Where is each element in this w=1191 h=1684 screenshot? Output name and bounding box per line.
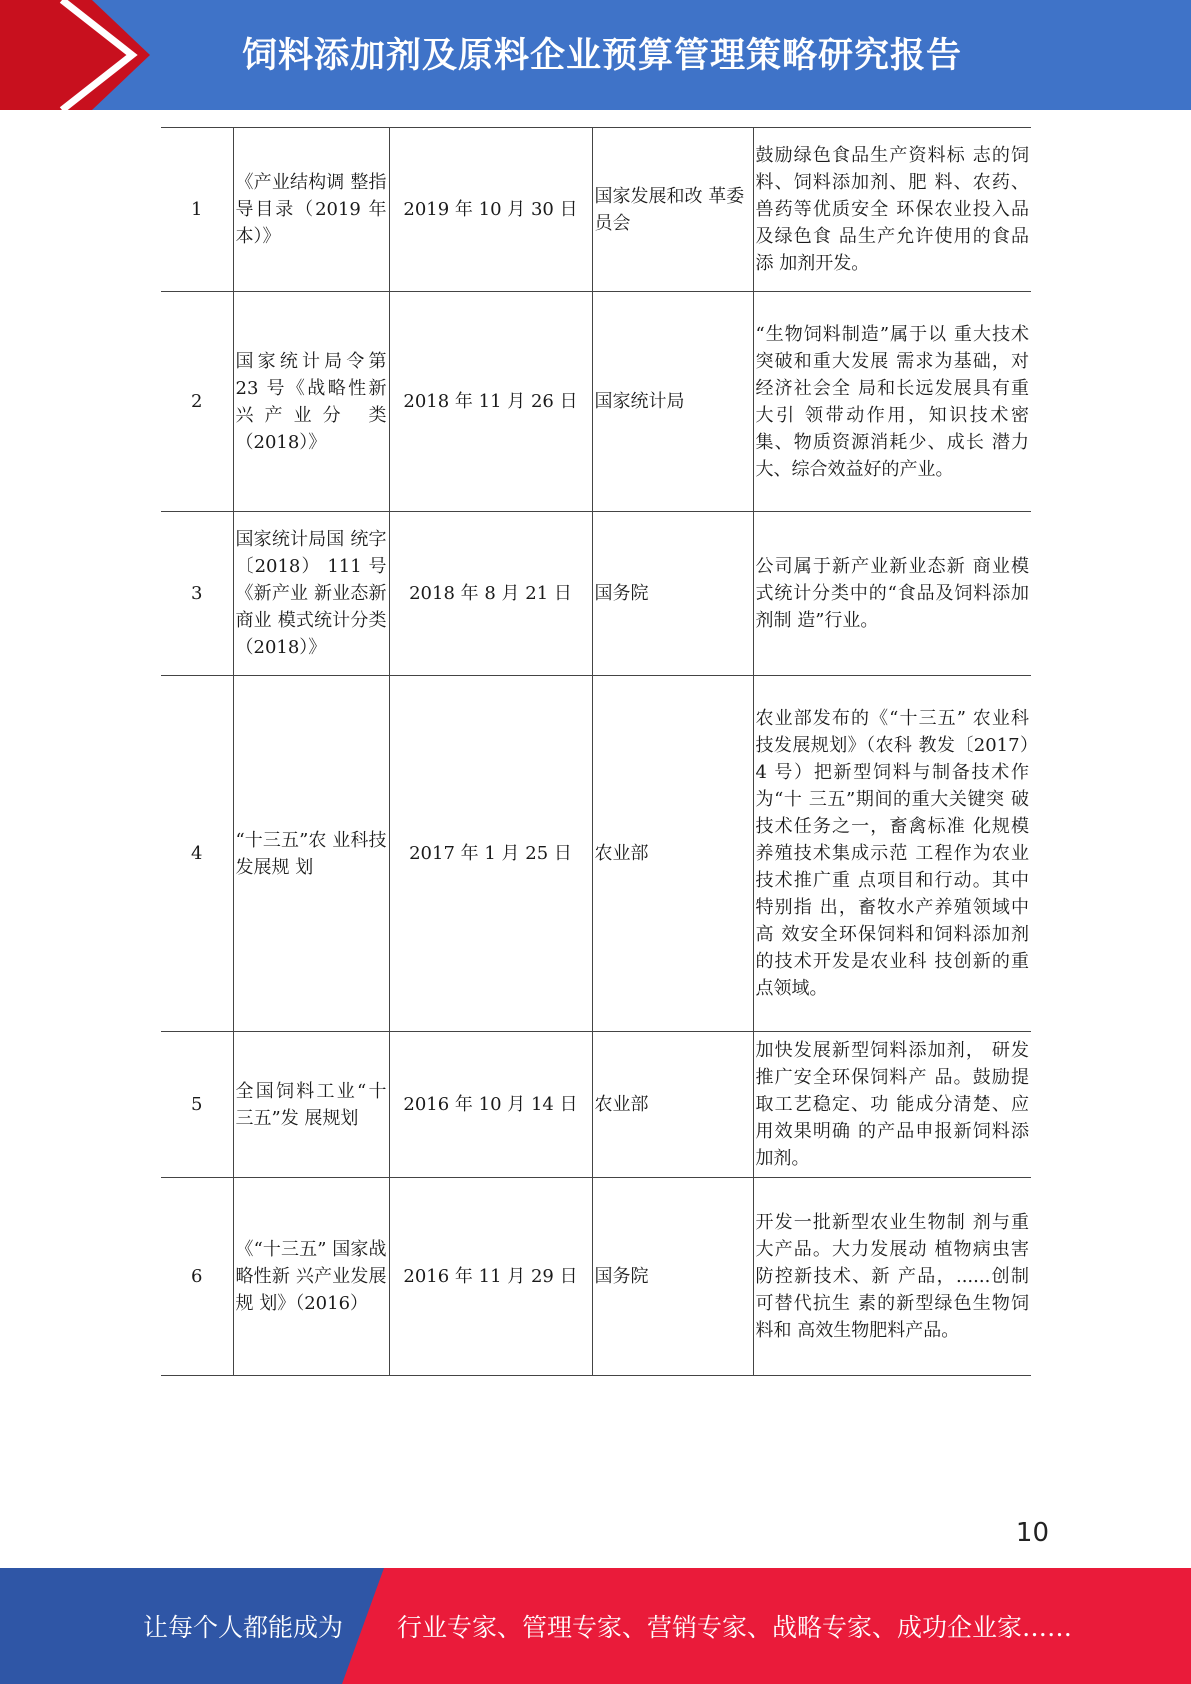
row-number: 3: [161, 512, 233, 676]
policy-content: 公司属于新产业新业态新 商业模式统计分类中的“食品及饲料添加剂制 造”行业。: [753, 512, 1031, 676]
policy-title: 全国饲料工业“十三五”发 展规划: [233, 1032, 389, 1178]
policy-title: 国家统计局国 统字〔2018） 111 号《新产业 新业态新商业 模式统计分类（2018）》: [233, 512, 389, 676]
issuing-authority: 农业部: [592, 1032, 753, 1178]
table-row: [161, 1032, 1031, 1178]
page-footer: [0, 1568, 1191, 1684]
policy-content: 农业部发布的《“十三五” 农业科技发展规划》（农科 教发〔2017）4 号）把新型饲料与制备技术作为“十 三五”期间的重大关键突 破技术任务之一，畜禽标准 化规模养殖技术集成示范 工程作为农业技术推广重 点项目和行动。其中特别指 出，畜牧水产养殖领域中高 效安全环保饲料和饲料添加剂的技术开发是农业科 技创新的重点领域。: [753, 676, 1031, 1032]
issue-date: 2018 年 11 月 26 日: [389, 292, 592, 512]
policy-content: 鼓励绿色食品生产资料标 志的饲料、饲料添加剂、肥 料、农药、兽药等优质安全 环保农业投入品及绿色食 品生产允许使用的食品添 加剂开发。: [753, 128, 1031, 292]
issue-date: 2018 年 8 月 21 日: [389, 512, 592, 676]
policy-content: 加快发展新型饲料添加剂， 研发推广安全环保饲料产 品。鼓励提取工艺稳定、功 能成分清楚、应用效果明确 的产品申报新饲料添加剂。: [753, 1032, 1031, 1178]
policy-title: 国家统计局令第 23 号《战略性新兴产业分 类（2018）》: [233, 292, 389, 512]
row-number: 4: [161, 676, 233, 1032]
footer-slogan-left: 让每个人都能成为: [143, 1613, 344, 1642]
table-row: [161, 128, 1031, 292]
issuing-authority: 国家统计局: [592, 292, 753, 512]
page-header: [0, 0, 1191, 110]
table-row: [161, 676, 1031, 1032]
issue-date: 2019 年 10 月 30 日: [389, 128, 592, 292]
policy-content: 开发一批新型农业生物制 剂与重大产品。大力发展动 植物病虫害防控新技术、新 产品，......创制可替代抗生 素的新型绿色生物饲料和 高效生物肥料产品。: [753, 1178, 1031, 1376]
policy-title: 《产业结构调 整指导目录（2019 年本）》: [233, 128, 389, 292]
row-number: 6: [161, 1178, 233, 1376]
policy-table: [161, 127, 1031, 1376]
row-number: 5: [161, 1032, 233, 1178]
issuing-authority: 国务院: [592, 512, 753, 676]
row-number: 2: [161, 292, 233, 512]
policy-content: “生物饲料制造”属于以 重大技术突破和重大发展 需求为基础，对经济社会全 局和长远发展具有重大引 领带动作用，知识技术密 集、物质资源消耗少、成长 潜力大、综合效益好的产业。: [753, 292, 1031, 512]
issuing-authority: 农业部: [592, 676, 753, 1032]
policy-title: “十三五”农 业科技发展规 划: [233, 676, 389, 1032]
header-arrow-decoration: [0, 0, 150, 110]
issue-date: 2017 年 1 月 25 日: [389, 676, 592, 1032]
table-row: [161, 1178, 1031, 1376]
table-row: [161, 512, 1031, 676]
issue-date: 2016 年 10 月 14 日: [389, 1032, 592, 1178]
issue-date: 2016 年 11 月 29 日: [389, 1178, 592, 1376]
row-number: 1: [161, 128, 233, 292]
issuing-authority: 国家发展和改 革委员会: [592, 128, 753, 292]
document-title: 饲料添加剂及原料企业预算管理策略研究报告: [242, 36, 963, 76]
page-number: 10: [1015, 1518, 1049, 1548]
footer-slogan-right: 行业专家、管理专家、营销专家、战略专家、成功企业家……: [397, 1613, 1073, 1642]
policy-title: 《“十三五” 国家战略性新 兴产业发展规 划》（2016）: [233, 1178, 389, 1376]
issuing-authority: 国务院: [592, 1178, 753, 1376]
table-row: [161, 292, 1031, 512]
